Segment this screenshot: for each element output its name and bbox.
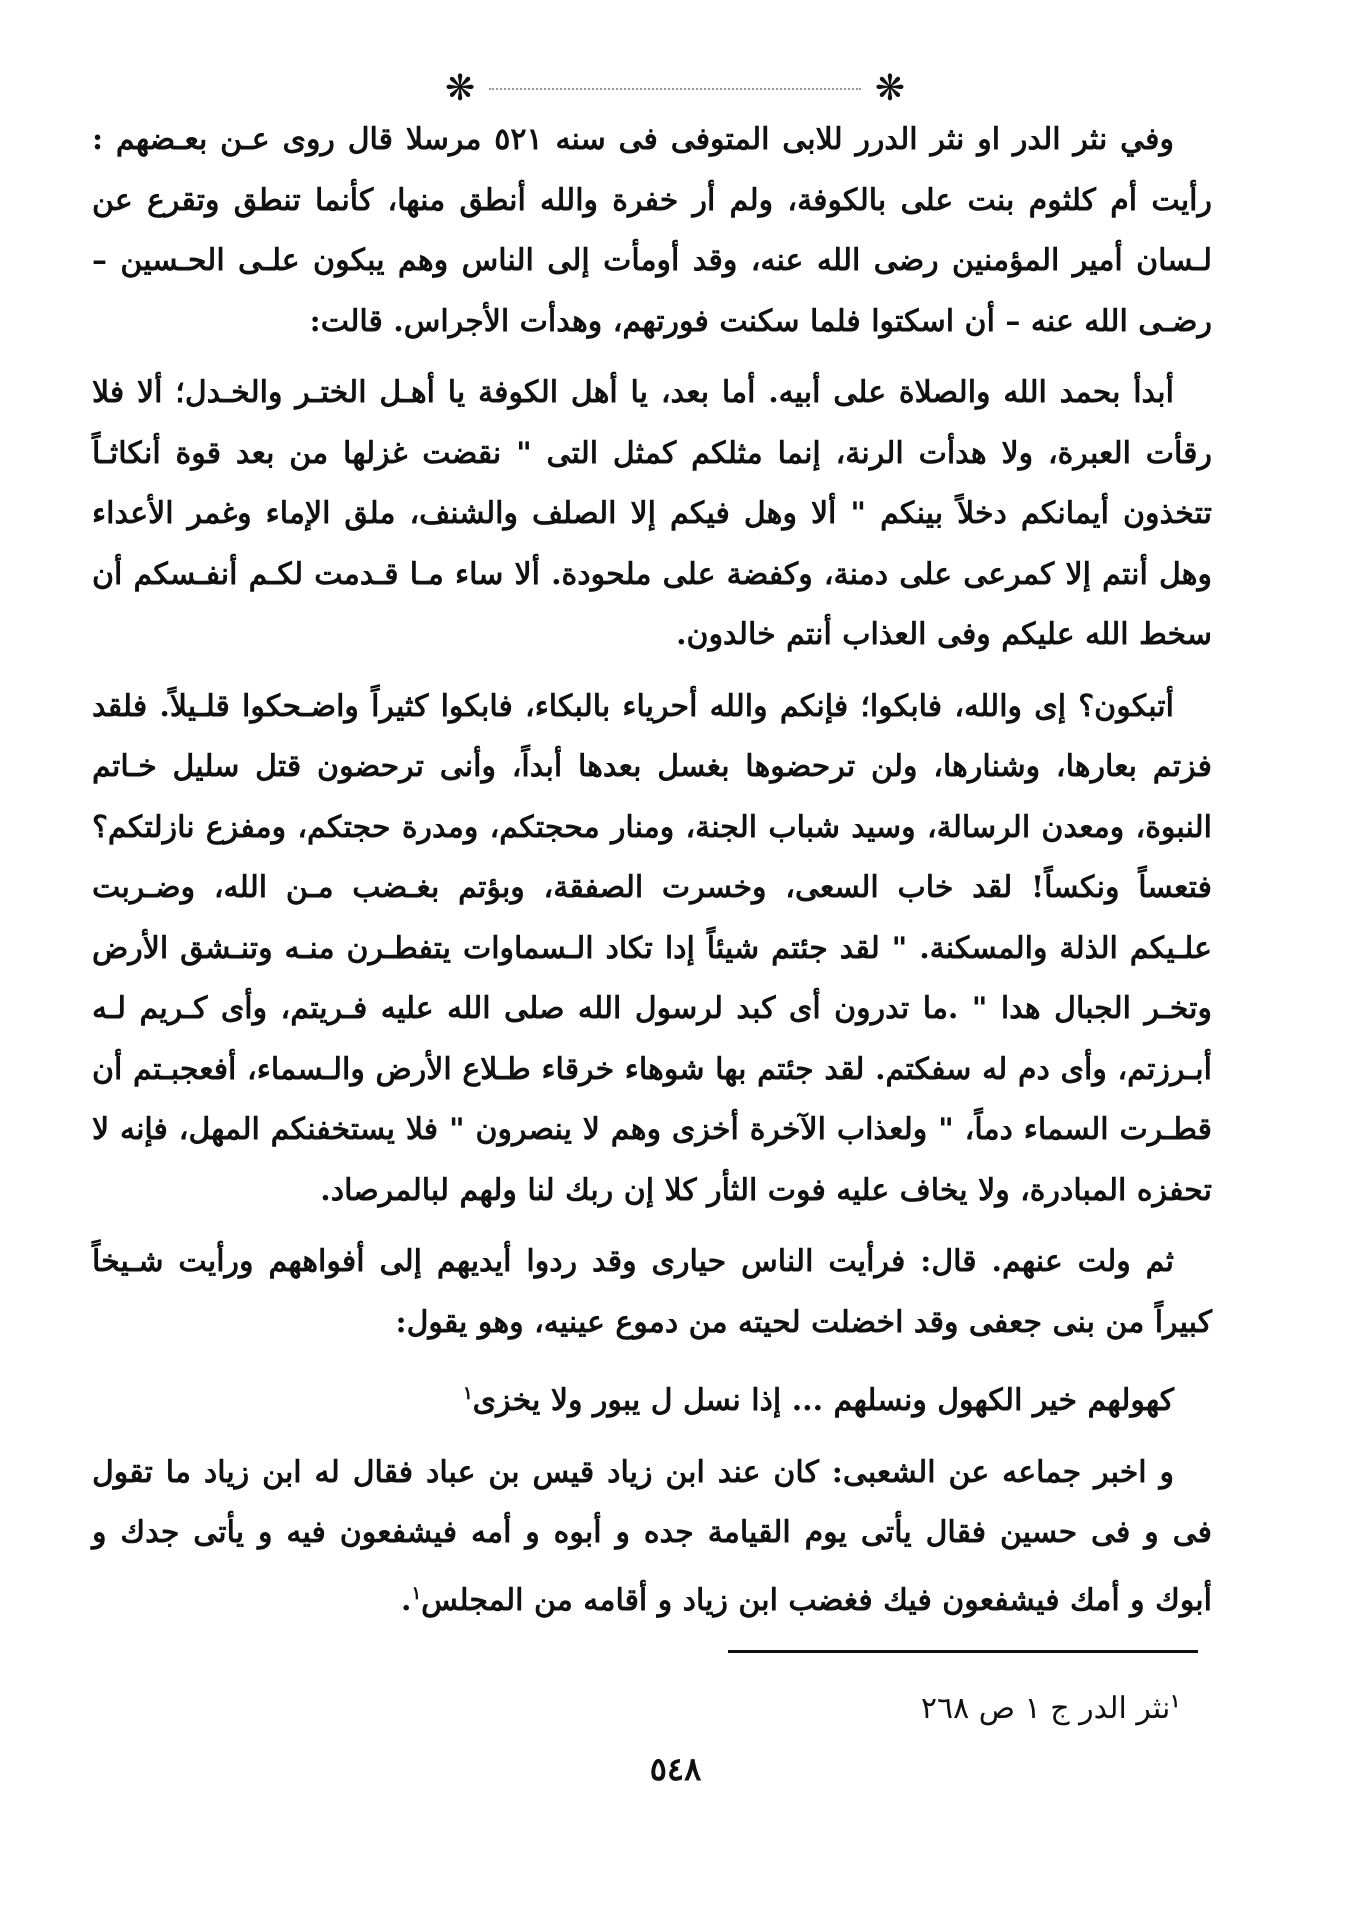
paragraph-1: وفي نثر الدر او نثر الدرر للابى المتوفى فى سنه ٥٢١ مرسلا قال روى عـن بعـضهم : رأيت أم كلثوم بنت على بالكوفة، ولم أر خفرة والله أنطق منها، كأنما تنطق وتقرع عن لـسان أمير المؤمنين رضى الله عنه، وقد أومأت إلى الناس وهم يبكون علـى الحـسين – رضـى الله عنه – أن اسكتوا فلما سكنت فورتهم، وهدأت الأجراس. قالت: [92,122,1212,339]
page-number: ٥٤٨ [649,1750,702,1788]
body-text [92,110,1212,1642]
flourish-left-icon: ❋ [445,68,476,109]
paragraph-5-end: . [401,1582,412,1618]
footnote-text: نثر الدر ج ١ ص ٢٦٨ [920,1691,1171,1726]
paragraph-5-text: و اخبر جماعه عن الشعبى: كان عند ابن زياد قيس بن عباد فقال له ابن زياد ما تقول فى و فى حسين فقال يأتى يوم القيامة جده و أبوه و أمه فيشفعون فيه و يأتى جدك و أبوك و أمك فيشفعون فيك فغضب ابن زياد و أقامه من المجلس [92,1454,1212,1618]
paragraph-5 [92,1443,1212,1632]
verse-text: كهولهم خير الكهول ونسلهم ... إذا نسل ل يبور ولا يخزى [472,1383,1174,1418]
footnote-number: ١ [1170,1691,1180,1712]
footnote-marker: ١ [462,1383,473,1404]
paragraph-2: أبدأ بحمد الله والصلاة على أبيه. أما بعد، يا أهل الكوفة يا أهـل الختـر والخـدل؛ ألا فلا رقأت العبرة، ولا هدأت الرنة، إنما مثلكم كمثل التى " نقضت غزلها من بعد قوة أنكاثـاً تتخذون أيمانكم دخلاً بينكم " ألا وهل فيكم إلا الصلف والشنف، ملق الإماء وغمر الأعداء وهل أنتم إلا كمرعى على دمنة، وكفضة على ملحودة. ألا ساء مـا قـدمت لكـم أنفـسكم أن سخط الله عليكم وفى العذاب أنتم خالدون. [92,375,1212,652]
footnote [700,1680,1180,1731]
verse-line [92,1364,1212,1432]
ornament-divider [489,88,861,90]
footnote-marker: ١ [411,1582,422,1604]
footnote-separator [728,1650,1198,1653]
flourish-right-icon: ❋ [874,68,905,109]
header-ornament [445,64,905,114]
paragraph-3: أتبكون؟ إى والله، فابكوا؛ فإنكم والله أحرياء بالبكاء، فابكوا كثيراً واضـحكوا قلـيلاً. فلقد فزتم بعارها، وشنارها، ولن ترحضوها بغسل بعدها أبداً، وأنى ترحضون قتل سليل خـاتم النبوة، ومعدن الرسالة، وسيد شباب الجنة، ومنار محجتكم، ومدرة حجتكم، ومفزع نازلتكم؟ فتعساً ونكساً! لقد خاب السعى، وخسرت الصفقة، وبؤتم بغـضب مـن الله، وضـربت علـيكم الذلة والمسكنة. " لقد جئتم شيئاً إدا تكاد الـسماوات يتفطـرن منـه وتنـشق الأرض وتخـر الجبال هدا " .ما تدرون أى كبد لرسول الله صلى الله عليه فـريتم، وأى كـريم لـه أبـرزتم، وأى دم له سفكتم. لقد جئتم بها شوهاء خرقاء طـلاع الأرض والـسماء، أفعجبـتم أن قطـرت السماء دماً، " ولعذاب الآخرة أخزى وهم لا ينصرون " فلا يستخفنكم المهل، فإنه لا تحفزه المبادرة، ولا يخاف عليه فوت الثأر كلا إن ربك لنا ولهم لبالمرصاد. [92,688,1212,1208]
paragraph-4: ثم ولت عنهم. قال: فرأيت الناس حيارى وقد ردوا أيديهم إلى أفواههم ورأيت شـيخاً كبيراً من بنى جعفى وقد اخضلت لحيته من دموع عينيه، وهو يقول: [92,1244,1212,1340]
